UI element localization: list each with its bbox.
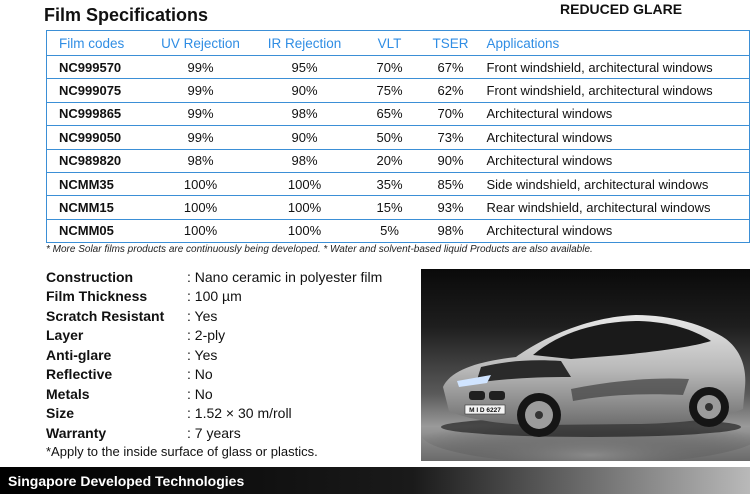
table-footnote: * More Solar films products are continuously being developed. * Water and solvent-based liquid Products are also available. <box>46 244 593 255</box>
property-label: Layer <box>46 327 84 344</box>
footer-bar <box>0 467 750 494</box>
property-label: Construction <box>46 268 134 285</box>
page-title: Film Specifications <box>44 5 209 25</box>
property-value: : Nano ceramic in polyester film <box>187 268 383 285</box>
vlt-cell: 15% <box>359 196 421 219</box>
table-row <box>47 196 750 219</box>
ir-cell: 100% <box>251 172 359 195</box>
uv-cell: 100% <box>183 223 218 239</box>
property-value: : No <box>187 366 213 383</box>
property-value: : 7 years <box>187 424 241 441</box>
film-specifications-table <box>46 30 750 243</box>
tser-cell: 62% <box>421 79 481 102</box>
uv-cell: 100% <box>151 196 251 219</box>
property-label: Film Thickness <box>46 288 148 305</box>
reduced-glare-badge: REDUCED GLARE <box>560 1 683 17</box>
tser-cell: 67% <box>421 56 481 79</box>
uv-cell: 99% <box>151 126 251 149</box>
tser-cell: 90% <box>421 149 481 172</box>
applications-cell: Front windshield, architectural windows <box>481 56 750 79</box>
sports-car-image <box>421 269 750 461</box>
property-value: : Yes <box>187 346 218 363</box>
property-row-scratch-resistant <box>46 306 382 326</box>
table-row <box>47 126 750 149</box>
column-header-uv-rejection: UV Rejection <box>151 31 251 56</box>
table-row <box>47 102 750 125</box>
property-row-anti-glare <box>46 345 382 365</box>
property-value: : Yes <box>187 307 218 324</box>
film-code-cell: NC999570 <box>47 56 151 79</box>
tser-cell: 73% <box>421 126 481 149</box>
uv-cell: 99% <box>151 56 251 79</box>
property-row-construction <box>46 267 382 287</box>
property-label: Metals <box>46 385 90 402</box>
property-list <box>46 267 382 459</box>
table-header-row <box>47 31 750 56</box>
property-row-metals <box>46 384 382 404</box>
property-label: Warranty <box>46 424 107 441</box>
applications-cell: Architectural windows <box>486 223 613 239</box>
property-value: : 2-ply <box>187 327 226 344</box>
film-code-cell: NC999865 <box>47 102 151 125</box>
film-code-cell: NCMM05 <box>59 223 114 239</box>
vlt-cell: 65% <box>359 102 421 125</box>
vlt-cell: 75% <box>359 79 421 102</box>
film-code-cell: NCMM35 <box>47 172 151 195</box>
ir-cell: 98% <box>251 149 359 172</box>
property-row-layer <box>46 326 382 346</box>
property-row-size <box>46 404 382 424</box>
property-value: : 100 µm <box>187 288 242 305</box>
vlt-cell: 5% <box>380 223 399 239</box>
vlt-cell: 20% <box>359 149 421 172</box>
vlt-cell: 70% <box>359 56 421 79</box>
apply-note: *Apply to the inside surface of glass or plastics. <box>46 443 318 459</box>
column-header-film-codes: Film codes <box>47 31 151 56</box>
property-value: : No <box>187 385 213 402</box>
car-photo <box>421 269 750 461</box>
applications-cell: Rear windshield, architectural windows <box>481 196 750 219</box>
tser-cell: 70% <box>421 102 481 125</box>
property-row-reflective <box>46 365 382 385</box>
table-row <box>47 219 750 242</box>
property-value: : 1.52 × 30 m/roll <box>187 405 292 422</box>
ir-cell: 100% <box>287 223 322 239</box>
uv-cell: 100% <box>151 172 251 195</box>
ir-cell: 95% <box>251 56 359 79</box>
footer-text: Singapore Developed Technologies <box>8 473 245 489</box>
uv-cell: 98% <box>151 149 251 172</box>
property-label: Size <box>46 405 75 422</box>
table-row <box>47 149 750 172</box>
applications-cell: Front windshield, architectural windows <box>481 79 750 102</box>
column-header-applications: Applications <box>481 31 750 56</box>
vlt-cell: 35% <box>359 172 421 195</box>
film-code-cell: NC999075 <box>47 79 151 102</box>
table-row <box>47 79 750 102</box>
vlt-cell: 50% <box>359 126 421 149</box>
column-header-tser: TSER <box>421 31 481 56</box>
column-header-ir-rejection: IR Rejection <box>251 31 359 56</box>
tser-cell: 85% <box>421 172 481 195</box>
tser-cell: 93% <box>421 196 481 219</box>
property-label: Anti-glare <box>46 346 112 363</box>
license-plate: M I D 6227 <box>469 407 501 414</box>
column-header-vlt: VLT <box>359 31 421 56</box>
property-label: Scratch Resistant <box>46 307 165 324</box>
ir-cell: 100% <box>251 196 359 219</box>
applications-cell: Architectural windows <box>481 126 750 149</box>
uv-cell: 99% <box>151 79 251 102</box>
ir-cell: 90% <box>251 126 359 149</box>
table-row <box>47 56 750 79</box>
applications-cell: Architectural windows <box>481 149 750 172</box>
applications-cell: Architectural windows <box>481 102 750 125</box>
property-row-film-thickness <box>46 287 382 307</box>
property-row-warranty <box>46 423 382 443</box>
ir-cell: 90% <box>251 79 359 102</box>
table-row <box>47 172 750 195</box>
tser-cell: 98% <box>437 223 464 239</box>
uv-cell: 99% <box>151 102 251 125</box>
film-code-cell: NC999050 <box>47 126 151 149</box>
ir-cell: 98% <box>251 102 359 125</box>
property-label: Reflective <box>46 366 113 383</box>
applications-cell: Side windshield, architectural windows <box>481 172 750 195</box>
film-code-cell: NC989820 <box>47 149 151 172</box>
film-code-cell: NCMM15 <box>47 196 151 219</box>
